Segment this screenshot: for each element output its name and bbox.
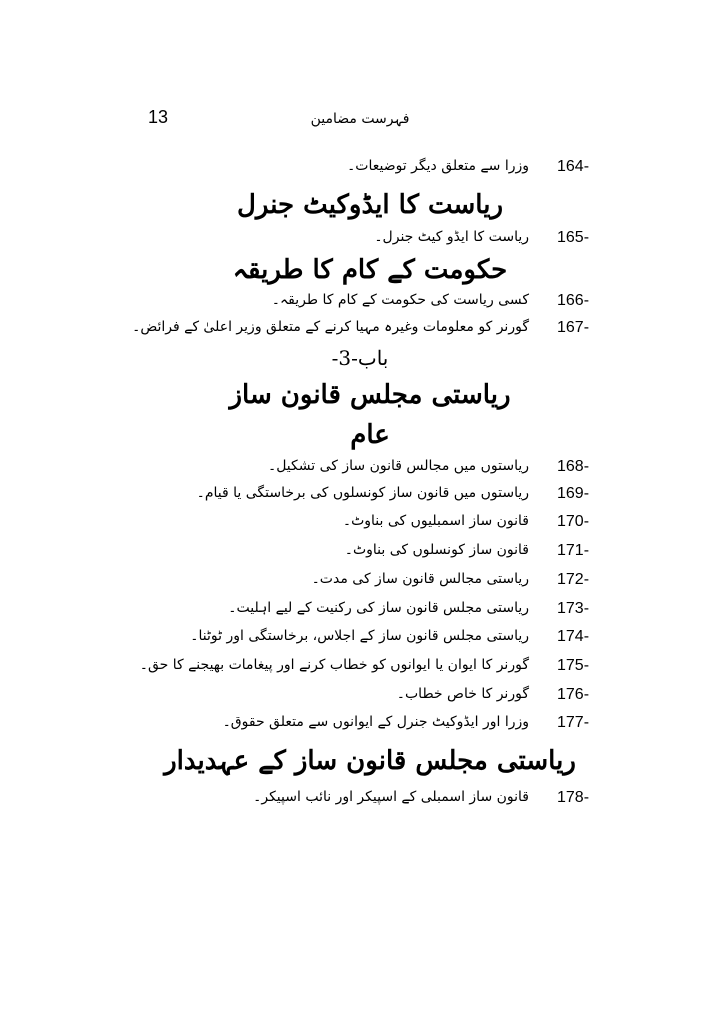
entry-number: 171- — [557, 542, 590, 559]
toc-entry-177 — [0, 714, 724, 738]
entry-number: 178- — [557, 789, 590, 806]
section-heading-advocate-general: ریاست کا ایڈوکیٹ جنرل — [236, 190, 504, 220]
entry-text: ریاستی مجلس قانون ساز کے اجلاس، برخاستگی اور ٹوٹنا۔ — [190, 628, 529, 644]
toc-entry-173 — [0, 600, 724, 624]
section-heading-conduct-of-business: حکومت کے کام کا طریقہ — [232, 255, 508, 285]
entry-number: 177- — [557, 714, 590, 731]
entry-number: 175- — [557, 657, 590, 674]
entry-number: 172- — [557, 571, 590, 588]
section-heading-state-legislature: ریاستی مجلس قانون ساز — [229, 380, 511, 410]
entry-number: 164- — [557, 158, 590, 175]
toc-entry-169 — [0, 485, 724, 509]
toc-entry-172 — [0, 571, 724, 595]
entry-text: وزرا سے متعلق دیگر توضیعات۔ — [347, 158, 529, 174]
entry-text: ریاستوں میں قانون ساز کونسلوں کی برخاستگی یا قیام۔ — [196, 485, 529, 501]
entry-number: 176- — [557, 686, 590, 703]
entry-number: 174- — [557, 628, 590, 645]
entry-text: گورنر کا خاص خطاب۔ — [396, 686, 529, 702]
entry-number: 169- — [557, 485, 590, 502]
entry-text: گورنر کا ایوان یا ایوانوں کو خطاب کرنے اور پیغامات بھیجنے کا حق۔ — [139, 657, 529, 673]
entry-text: قانون ساز اسمبلیوں کی بناوٹ۔ — [342, 513, 529, 529]
entry-text: ریاستوں میں مجالس قانون ساز کی تشکیل۔ — [268, 458, 529, 474]
section-heading-general: عام — [350, 420, 390, 450]
toc-entry-175 — [0, 657, 724, 681]
entry-number: 173- — [557, 600, 590, 617]
toc-entry-168 — [0, 458, 724, 482]
toc-entry-164 — [0, 158, 724, 182]
toc-entry-167 — [0, 319, 724, 343]
entry-number: 166- — [557, 292, 590, 309]
entry-text: ریاستی مجالس قانون ساز کی مدت۔ — [311, 571, 529, 587]
toc-entry-176 — [0, 686, 724, 710]
entry-text: قانون ساز کونسلوں کی بناوٹ۔ — [344, 542, 529, 558]
toc-entry-165 — [0, 229, 724, 253]
entry-text: گورنر کو معلومات وغیرہ مہیا کرنے کے متعلق وزیر اعلیٰ کے فرائض۔ — [132, 319, 529, 335]
entry-text: کسی ریاست کی حکومت کے کام کا طریقہ۔ — [271, 292, 529, 308]
chapter-heading: باب-3- — [331, 346, 389, 370]
entry-number: 170- — [557, 513, 590, 530]
toc-entry-171 — [0, 542, 724, 566]
toc-entry-178 — [0, 789, 724, 813]
entry-number: 167- — [557, 319, 590, 336]
toc-entry-170 — [0, 513, 724, 537]
entry-text: ریاست کا ایڈو کیٹ جنرل۔ — [374, 229, 529, 245]
entry-number: 168- — [557, 458, 590, 475]
entry-text: ریاستی مجلس قانون ساز کی رکنیت کے لیے اہلیت۔ — [228, 600, 529, 616]
entry-text: قانون ساز اسمبلی کے اسپیکر اور نائب اسپیکر۔ — [253, 789, 529, 805]
toc-entry-166 — [0, 292, 724, 316]
page-number: 13 — [148, 107, 169, 127]
entry-number: 165- — [557, 229, 590, 246]
page-title: فہرست مضامین — [310, 111, 410, 127]
entry-text: وزرا اور ایڈوکیٹ جنرل کے ایوانوں سے متعلق حقوق۔ — [222, 714, 529, 730]
toc-entry-174 — [0, 628, 724, 652]
section-heading-officers: ریاستی مجلس قانون ساز کے عہدیدار — [164, 746, 576, 776]
